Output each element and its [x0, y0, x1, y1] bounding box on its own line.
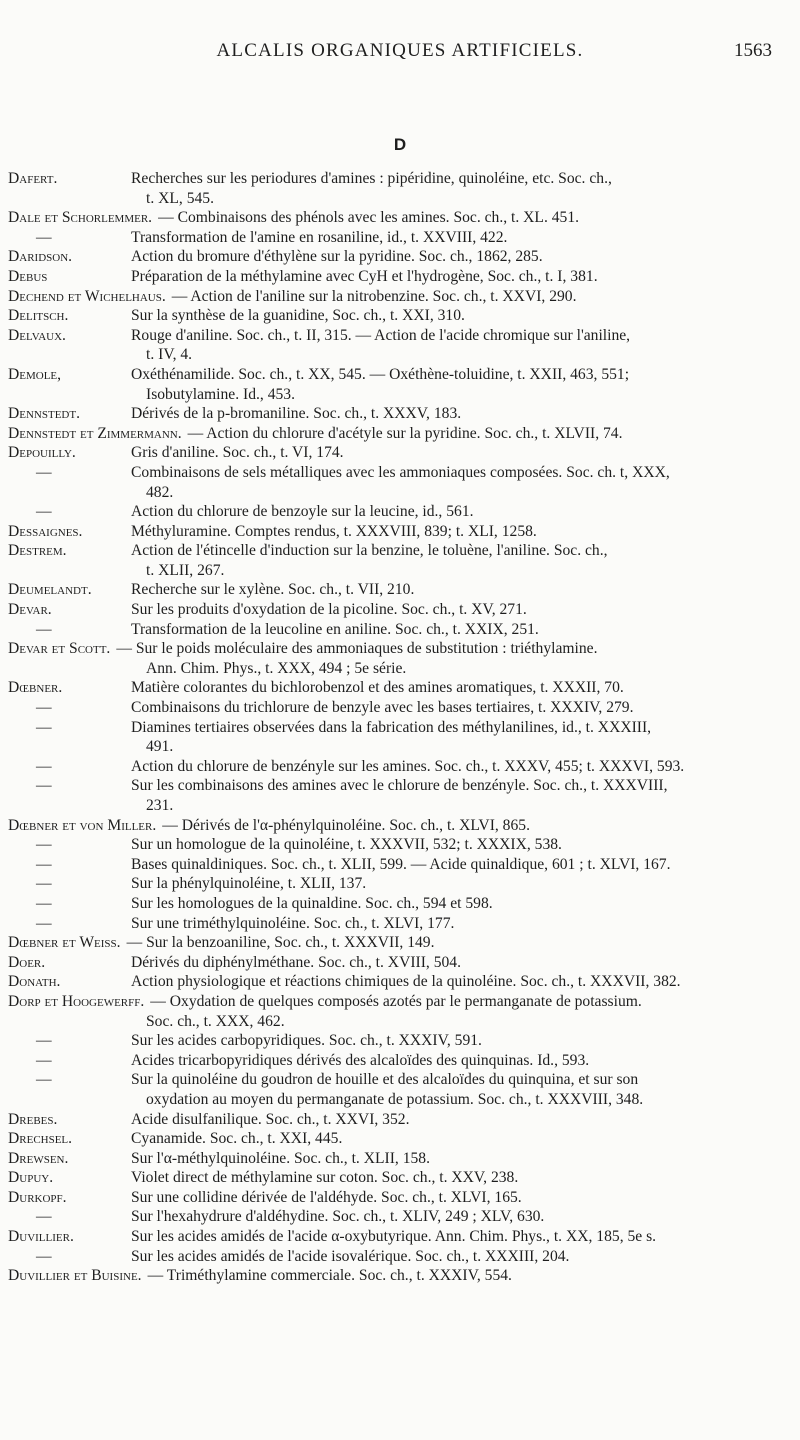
entry-text: Diamines tertiaires observées dans la fabrication des méthylanilines, id., t. XXXIII, [131, 718, 652, 736]
author-name: Devar et Scott. [8, 640, 111, 658]
ditto-dash: — [36, 855, 52, 873]
entry-continuation: t. IV, 4. [146, 346, 193, 364]
author-name: Daridson. [8, 248, 73, 266]
bibliography-line [0, 972, 800, 992]
author-name: Delitsch. [8, 307, 69, 325]
entry-text: Combinaisons du trichlorure de benzyle avec les bases tertiaires, t. XXXIV, 279. [131, 699, 634, 717]
author-name: Destrem. [8, 542, 67, 560]
entry-text: Sur une collidine dérivée de l'aldéhyde. Soc. ch., t. XLVI, 165. [131, 1188, 522, 1206]
entry-text: Sur les homologues de la quinaldine. Soc. ch., 594 et 598. [131, 894, 493, 912]
bibliography-line [0, 424, 800, 444]
ditto-dash: — [36, 1071, 52, 1089]
bibliography-line [0, 1110, 800, 1130]
entry-continuation: t. XLII, 267. [146, 561, 225, 579]
ditto-dash: — [36, 699, 52, 717]
bibliography-line [0, 463, 800, 483]
author-name: Dessaignes. [8, 522, 83, 540]
entry-text: Acide disulfanilique. Soc. ch., t. XXVI, 352. [131, 1110, 410, 1128]
author-name: Dennstedt. [8, 405, 80, 423]
entry-text: — Combinaisons des phénols avec les amines. Soc. ch., t. XL. 451. [158, 209, 580, 227]
author-name: Drebes. [8, 1110, 58, 1128]
entry-text: Sur les acides carbopyridiques. Soc. ch., t. XXXIV, 591. [131, 1032, 482, 1050]
entry-continuation: 491. [146, 738, 174, 756]
author-name: Donath. [8, 973, 61, 991]
ditto-dash: — [36, 503, 52, 521]
entry-text: — Sur le poids moléculaire des ammoniaques de substitution : triéthylamine. [116, 640, 598, 658]
bibliography-line [0, 757, 800, 777]
bibliography-line [0, 306, 800, 326]
bibliography-line [0, 1149, 800, 1169]
bibliography-line [0, 600, 800, 620]
author-name: Dœbner. [8, 679, 63, 697]
entry-text: — Oxydation de quelques composés azotés par le permanganate de potassium. [150, 992, 642, 1010]
author-name: Dale et Schorlemmer. [8, 209, 153, 227]
author-name: Dafert. [8, 170, 58, 187]
entry-text: Action du bromure d'éthylène sur la pyridine. Soc. ch., 1862, 285. [131, 248, 543, 266]
running-head [0, 40, 800, 68]
ditto-dash: — [36, 1208, 52, 1226]
bibliography-line [0, 620, 800, 640]
author-name: Demole, [8, 365, 62, 383]
author-name: Debus [8, 267, 48, 285]
entry-text: Gris d'aniline. Soc. ch., t. VI, 174. [131, 444, 344, 462]
entry-text: Acides tricarbopyridiques dérivés des alcaloïdes des quinquinas. Id., 593. [131, 1051, 590, 1069]
bibliography-line [0, 287, 800, 307]
author-name: Delvaux. [8, 326, 66, 344]
bibliography-line [0, 953, 800, 973]
entry-text: Dérivés de la p-bromaniline. Soc. ch., t. XXXV, 183. [131, 405, 462, 423]
bibliography-line [0, 228, 800, 248]
bibliography-line [0, 345, 800, 365]
entry-continuation: 231. [146, 797, 174, 814]
entry-text: Rouge d'aniline. Soc. ch., t. II, 315. — Action de l'acide chromique sur l'aniline, [131, 326, 631, 344]
bibliography-line [0, 835, 800, 855]
ditto-dash: — [36, 228, 52, 246]
entry-text: Combinaisons de sels métalliques avec les ammoniaques composées. Soc. ch. t, XXX, [131, 463, 670, 481]
entry-continuation: t. XL, 545. [146, 189, 215, 207]
bibliography-line [0, 1207, 800, 1227]
ditto-dash: — [36, 463, 52, 481]
author-name: Dechend et Wichelhaus. [8, 287, 166, 305]
bibliography-line [0, 718, 800, 738]
entry-text: Sur un homologue de la quinoléine, t. XXXVII, 532; t. XXXIX, 538. [131, 836, 562, 854]
entry-text: Sur les combinaisons des amines avec le chlorure de benzényle. Soc. ch., t. XXXVIII, [131, 777, 668, 795]
bibliography-line [0, 1247, 800, 1267]
entry-text: Action du chlorure de benzoyle sur la leucine, id., 561. [131, 503, 474, 521]
entry-text: Bases quinaldiniques. Soc. ch., t. XLII, 599. — Acide quinaldique, 601 ; t. XLVI, 167. [131, 855, 671, 873]
author-name: Dupuy. [8, 1169, 54, 1187]
bibliography-line [0, 1090, 800, 1110]
entry-continuation: oxydation au moyen du permanganate de potassium. Soc. ch., t. XXXVIII, 348. [146, 1090, 644, 1108]
entry-continuation: Isobutylamine. Id., 453. [146, 385, 295, 403]
entry-text: Sur l'hexahydrure d'aldéhydine. Soc. ch., t. XLIV, 249 ; XLV, 630. [131, 1208, 545, 1226]
bibliography-line [0, 914, 800, 934]
bibliography-line [0, 483, 800, 503]
bibliography-line [0, 365, 800, 385]
page-title: ALCALIS ORGANIQUES ARTIFICIELS. [216, 40, 584, 61]
bibliography-line [0, 1168, 800, 1188]
bibliography-line [0, 874, 800, 894]
bibliography-line [0, 737, 800, 757]
bibliography-line [0, 1227, 800, 1247]
bibliography-line [0, 502, 800, 522]
bibliography-line [0, 1266, 800, 1286]
bibliography-line [0, 992, 800, 1012]
author-name: Dorp et Hoogewerff. [8, 992, 145, 1010]
bibliography-line [0, 1070, 800, 1090]
bibliography-list [0, 169, 800, 1286]
entry-text: Action de l'étincelle d'induction sur la benzine, le toluène, l'aniline. Soc. ch., [131, 542, 608, 560]
author-name: Doer. [8, 953, 46, 971]
entry-text: Recherches sur les periodures d'amines : pipéridine, quinoléine, etc. Soc. ch., [131, 170, 612, 187]
entry-text: Transformation de l'amine en rosaniline, id., t. XXVIII, 422. [131, 228, 508, 246]
bibliography-line [0, 404, 800, 424]
entry-text: — Action de l'aniline sur la nitrobenzine. Soc. ch., t. XXVI, 290. [171, 287, 577, 305]
entry-text: Sur la quinoléine du goudron de houille et des alcaloïdes du quinquina, et sur son [131, 1071, 639, 1089]
entry-text: Sur les acides amidés de l'acide α-oxybutyrique. Ann. Chim. Phys., t. XX, 185, 5e s. [131, 1228, 657, 1246]
author-name: Duvillier. [8, 1228, 74, 1246]
bibliography-line [0, 678, 800, 698]
entry-text: Action du chlorure de benzényle sur les amines. Soc. ch., t. XXXV, 455; t. XXXVI, 593. [131, 757, 685, 775]
bibliography-line [0, 541, 800, 561]
author-name: Depouilly. [8, 444, 76, 462]
bibliography-line [0, 796, 800, 816]
entry-continuation: Ann. Chim. Phys., t. XXX, 494 ; 5e série. [146, 659, 407, 677]
bibliography-line [0, 189, 800, 209]
entry-text: Action physiologique et réactions chimiques de la quinoléine. Soc. ch., t. XXXVII, 382. [131, 973, 681, 991]
bibliography-line [0, 443, 800, 463]
author-name: Dennstedt et Zimmermann. [8, 424, 182, 442]
bibliography-line [0, 561, 800, 581]
bibliography-line [0, 1188, 800, 1208]
bibliography-line [0, 169, 800, 189]
bibliography-line [0, 816, 800, 836]
ditto-dash: — [36, 914, 52, 932]
entry-text: Méthyluramine. Comptes rendus, t. XXXVIII, 839; t. XLI, 1258. [131, 522, 537, 540]
entry-text: Sur les acides amidés de l'acide isovalérique. Soc. ch., t. XXXIII, 204. [131, 1247, 570, 1265]
entry-text: Recherche sur le xylène. Soc. ch., t. VII, 210. [131, 581, 415, 599]
author-name: Dœbner et Weiss. [8, 934, 121, 952]
ditto-dash: — [36, 1051, 52, 1069]
entry-text: Sur une triméthylquinoléine. Soc. ch., t. XLVI, 177. [131, 914, 455, 932]
bibliography-line [0, 1031, 800, 1051]
bibliography-line [0, 385, 800, 405]
ditto-dash: — [36, 836, 52, 854]
ditto-dash: — [36, 1032, 52, 1050]
entry-text: Sur l'α-méthylquinoléine. Soc. ch., t. XLII, 158. [131, 1149, 430, 1167]
entry-text: Sur la synthèse de la guanidine, Soc. ch., t. XXI, 310. [131, 307, 465, 325]
bibliography-line [0, 1012, 800, 1032]
bibliography-line [0, 267, 800, 287]
bibliography-line [0, 639, 800, 659]
ditto-dash: — [36, 718, 52, 736]
bibliography-line [0, 776, 800, 796]
entry-text: — Sur la benzoaniline, Soc. ch., t. XXXVII, 149. [126, 934, 435, 952]
ditto-dash: — [36, 875, 52, 893]
entry-text: Transformation de la leucoline en aniline. Soc. ch., t. XXIX, 251. [131, 620, 539, 638]
author-name: Durkopf. [8, 1188, 67, 1206]
author-name: Dœbner et von Miller. [8, 816, 157, 834]
bibliography-line [0, 698, 800, 718]
entry-text: — Dérivés de l'α-phénylquinoléine. Soc. ch., t. XLVI, 865. [162, 816, 530, 834]
bibliography-line [0, 247, 800, 267]
bibliography-line [0, 326, 800, 346]
entry-text: — Action du chlorure d'acétyle sur la pyridine. Soc. ch., t. XLVII, 74. [187, 424, 623, 442]
bibliography-line [0, 855, 800, 875]
page-number: 1563 [734, 40, 772, 61]
entry-text: — Triméthylamine commerciale. Soc. ch., t. XXXIV, 554. [147, 1267, 512, 1285]
ditto-dash: — [36, 894, 52, 912]
entry-text: Matière colorantes du bichlorobenzol et des amines aromatiques, t. XXXII, 70. [131, 679, 624, 697]
section-letter: D [393, 135, 407, 154]
ditto-dash: — [36, 1247, 52, 1265]
entry-text: Dérivés du diphénylméthane. Soc. ch., t. XVIII, 504. [131, 953, 461, 971]
entry-text: Cyanamide. Soc. ch., t. XXI, 445. [131, 1130, 343, 1148]
entry-continuation: Soc. ch., t. XXX, 462. [146, 1012, 285, 1030]
bibliography-line [0, 1129, 800, 1149]
entry-text: Sur la phénylquinoléine, t. XLII, 137. [131, 875, 367, 893]
bibliography-line [0, 522, 800, 542]
author-name: Duvillier et Buisine. [8, 1267, 142, 1285]
ditto-dash: — [36, 620, 52, 638]
bibliography-line [0, 580, 800, 600]
ditto-dash: — [36, 777, 52, 795]
author-name: Drechsel. [8, 1130, 73, 1148]
entry-text: Préparation de la méthylamine avec CyH et l'hydrogène, Soc. ch., t. I, 381. [131, 267, 598, 285]
bibliography-line [0, 1051, 800, 1071]
bibliography-line [0, 894, 800, 914]
entry-continuation: 482. [146, 483, 174, 501]
entry-text: Oxéthénamilide. Soc. ch., t. XX, 545. — Oxéthène-toluidine, t. XXII, 463, 551; [131, 365, 630, 383]
entry-text: Violet direct de méthylamine sur coton. Soc. ch., t. XXV, 238. [131, 1169, 519, 1187]
bibliography-line [0, 208, 800, 228]
ditto-dash: — [36, 757, 52, 775]
bibliography-line [0, 659, 800, 679]
entry-text: Sur les produits d'oxydation de la picoline. Soc. ch., t. XV, 271. [131, 601, 527, 619]
bibliography-line [0, 933, 800, 953]
author-name: Deumelandt. [8, 581, 92, 599]
author-name: Drewsen. [8, 1149, 69, 1167]
author-name: Devar. [8, 601, 52, 619]
